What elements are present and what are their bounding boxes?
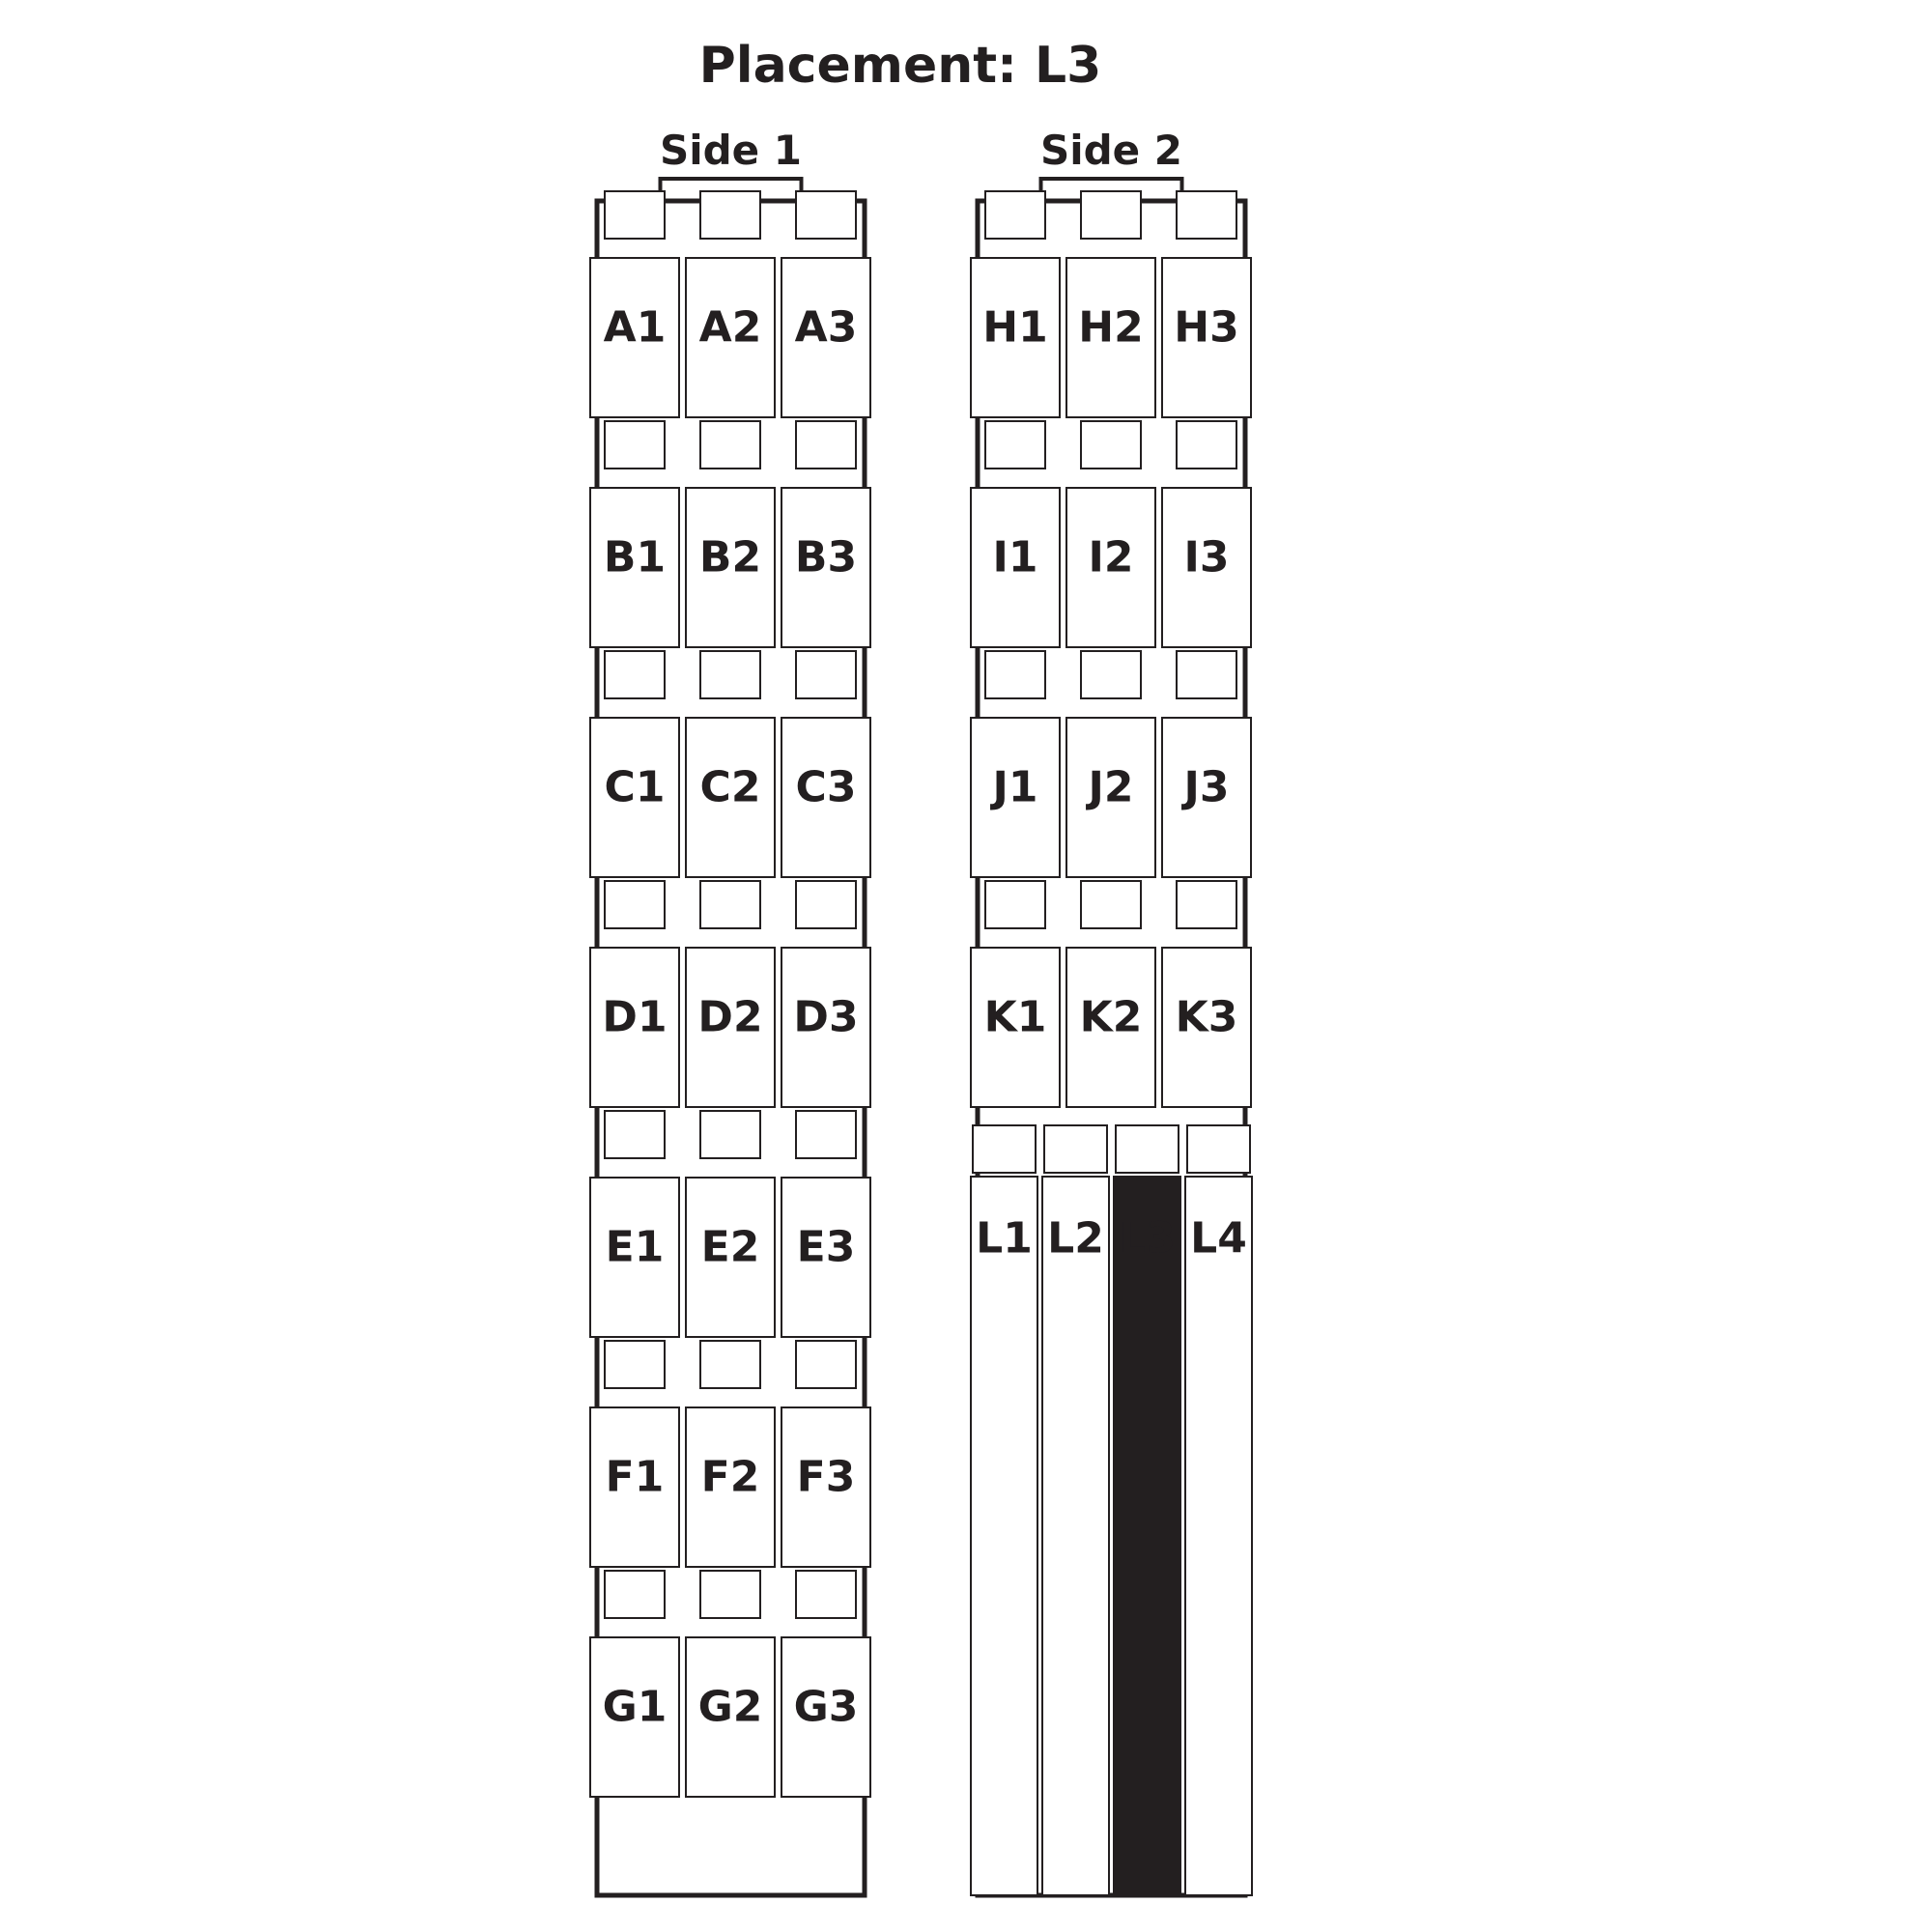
slot-tab-f1 (605, 1341, 665, 1388)
side-1-rack (590, 127, 870, 1895)
slot-tab-l3 (1116, 1125, 1179, 1173)
slot-g2[interactable] (686, 1637, 775, 1797)
slot-label: C2 (699, 762, 761, 812)
side-label: Side 1 (659, 127, 803, 174)
slot-tab-j3 (1177, 651, 1236, 698)
slot-tab-l2 (1044, 1125, 1107, 1173)
slot-i1[interactable] (971, 488, 1060, 647)
slot-label: F1 (605, 1452, 665, 1502)
slot-label: J1 (992, 762, 1038, 812)
slot-label: E1 (605, 1222, 665, 1272)
slot-label: J2 (1088, 762, 1134, 812)
slot-tab-l4 (1187, 1125, 1250, 1173)
slot-tab-i1 (985, 421, 1045, 469)
slot-j1[interactable] (971, 718, 1060, 877)
slot-tab-g1 (605, 1571, 665, 1618)
slot-label: K3 (1175, 992, 1238, 1042)
slot-tab-h2 (1081, 191, 1141, 239)
slot-label: B1 (603, 532, 667, 582)
slot-card (971, 1177, 1037, 1895)
slot-tab-e2 (700, 1111, 760, 1158)
slot-card (1042, 1177, 1109, 1895)
slot-label: G1 (602, 1682, 668, 1732)
slot-label: I2 (1088, 532, 1134, 582)
slot-tab-k2 (1081, 881, 1141, 928)
slot-label: B2 (698, 532, 762, 582)
slot-tab-c3 (796, 651, 856, 698)
slot-label: L2 (1047, 1213, 1104, 1264)
slot-b2[interactable] (686, 488, 775, 647)
slot-label: L3 (1119, 1213, 1176, 1264)
slot-tab-i2 (1081, 421, 1141, 469)
slot-tab-b2 (700, 421, 760, 469)
slot-c1[interactable] (590, 718, 679, 877)
slot-a3[interactable] (781, 258, 870, 417)
slot-label: H2 (1078, 302, 1144, 353)
slot-label: G3 (793, 1682, 859, 1732)
slot-h3[interactable] (1162, 258, 1251, 417)
slot-tab-c1 (605, 651, 665, 698)
slot-label: A3 (794, 302, 858, 353)
slot-label: D1 (602, 992, 668, 1042)
slot-e1[interactable] (590, 1178, 679, 1337)
side-label: Side 2 (1039, 127, 1183, 174)
slot-label: G2 (697, 1682, 763, 1732)
slot-label: A1 (603, 302, 667, 353)
slot-tab-c2 (700, 651, 760, 698)
slot-label: E3 (796, 1222, 856, 1272)
slot-g1[interactable] (590, 1637, 679, 1797)
slot-card (1185, 1177, 1252, 1895)
slot-c3[interactable] (781, 718, 870, 877)
slot-g3[interactable] (781, 1637, 870, 1797)
slot-k2[interactable] (1066, 948, 1155, 1107)
slot-h1[interactable] (971, 258, 1060, 417)
slot-b3[interactable] (781, 488, 870, 647)
slot-tab-l1 (973, 1125, 1036, 1173)
slot-l4[interactable] (1185, 1177, 1252, 1895)
slot-label: F2 (700, 1452, 760, 1502)
slot-d2[interactable] (686, 948, 775, 1107)
slot-tab-k3 (1177, 881, 1236, 928)
slot-label: C1 (604, 762, 666, 812)
slot-tab-b3 (796, 421, 856, 469)
slot-label: J3 (1183, 762, 1230, 812)
slot-tab-f2 (700, 1341, 760, 1388)
slot-tab-h1 (985, 191, 1045, 239)
slot-card (1114, 1177, 1180, 1895)
slot-tab-g3 (796, 1571, 856, 1618)
slot-tab-d2 (700, 881, 760, 928)
slot-i3[interactable] (1162, 488, 1251, 647)
slot-label: D2 (697, 992, 763, 1042)
slot-tab-e3 (796, 1111, 856, 1158)
side-2-rack (971, 127, 1252, 1895)
slot-label: I3 (1183, 532, 1230, 582)
slot-tab-e1 (605, 1111, 665, 1158)
slot-f3[interactable] (781, 1407, 870, 1567)
slot-tab-a3 (796, 191, 856, 239)
slot-i2[interactable] (1066, 488, 1155, 647)
slot-d1[interactable] (590, 948, 679, 1107)
slot-label: L1 (976, 1213, 1033, 1264)
slot-tab-j1 (985, 651, 1045, 698)
slot-a1[interactable] (590, 258, 679, 417)
slot-b1[interactable] (590, 488, 679, 647)
slot-label: C3 (795, 762, 857, 812)
slot-tab-k1 (985, 881, 1045, 928)
slot-l2[interactable] (1042, 1177, 1109, 1895)
slot-label: H1 (982, 302, 1048, 353)
slot-label: I1 (992, 532, 1038, 582)
slot-l3[interactable] (1114, 1177, 1180, 1895)
slot-tab-d1 (605, 881, 665, 928)
slot-d3[interactable] (781, 948, 870, 1107)
slot-tab-a1 (605, 191, 665, 239)
slot-tab-i3 (1177, 421, 1236, 469)
slot-j2[interactable] (1066, 718, 1155, 877)
slot-tab-a2 (700, 191, 760, 239)
slot-label: H3 (1174, 302, 1239, 353)
slot-label: E2 (700, 1222, 760, 1272)
slot-f1[interactable] (590, 1407, 679, 1567)
slot-label: F3 (796, 1452, 856, 1502)
slot-l1[interactable] (971, 1177, 1037, 1895)
slot-h2[interactable] (1066, 258, 1155, 417)
slot-tab-d3 (796, 881, 856, 928)
slot-label: B3 (794, 532, 858, 582)
slot-a2[interactable] (686, 258, 775, 417)
slot-tab-h3 (1177, 191, 1236, 239)
slot-tab-f3 (796, 1341, 856, 1388)
slot-k1[interactable] (971, 948, 1060, 1107)
slot-f2[interactable] (686, 1407, 775, 1567)
slot-label: K2 (1079, 992, 1143, 1042)
slot-label: L4 (1190, 1213, 1247, 1264)
slot-e2[interactable] (686, 1178, 775, 1337)
slot-tab-g2 (700, 1571, 760, 1618)
slot-label: A2 (698, 302, 762, 353)
placement-title: Placement: L3 (698, 37, 1102, 95)
slot-e3[interactable] (781, 1178, 870, 1337)
slot-label: D3 (793, 992, 859, 1042)
slot-tab-b1 (605, 421, 665, 469)
slot-label: K1 (983, 992, 1047, 1042)
slot-j3[interactable] (1162, 718, 1251, 877)
slot-c2[interactable] (686, 718, 775, 877)
slot-k3[interactable] (1162, 948, 1251, 1107)
slot-tab-j2 (1081, 651, 1141, 698)
